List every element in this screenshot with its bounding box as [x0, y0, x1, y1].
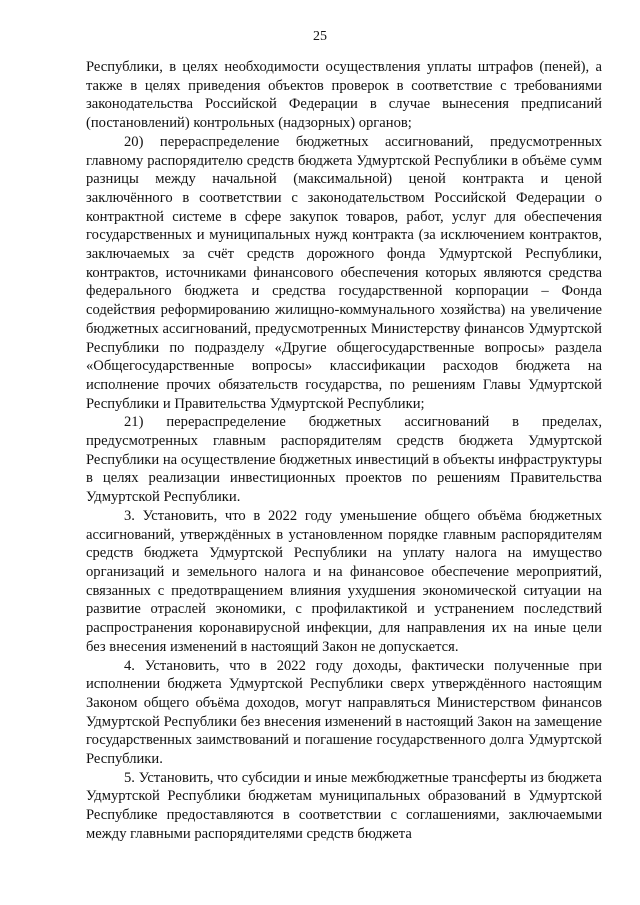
paragraph-continuation: Республики, в целях необходимости осуществления уплаты штрафов (пеней), а также в целях приведения объектов проверок в соответствие с требованиями законодательства Российской Федерации в случае вынесения предписаний (постановлений) контрольных (надзорных) органов;	[86, 59, 602, 132]
paragraph-clause-3: 3. Установить, что в 2022 году уменьшение общего объёма бюджетных ассигнований, утверждённых в установленном порядке главным распорядителям средств бюджета Удмуртской Республики на уплату налога на имущество организаций и земельного налога и на финансовое обеспечение мероприятий, связанных с предотвращением влияния ухудшения экономической ситуации на развитие отраслей экономики, с профилактикой и устранением последствий распространения коронавирусной инфекции, для направления их на иные цели без внесения изменений в настоящий Закон не допускается.	[86, 507, 602, 655]
document-body	[86, 58, 602, 844]
paragraph-item-21: 21) перераспределение бюджетных ассигнований в пределах, предусмотренных главным распорядителям средств бюджета Удмуртской Республики на осуществление бюджетных инвестиций в объекты инфраструктуры в целях реализации инвестиционных проектов по решениям Правительства Удмуртской Республики.	[86, 414, 602, 506]
page-number: 25	[313, 29, 327, 44]
paragraph-item-20: 20) перераспределение бюджетных ассигнований, предусмотренных главному распорядителю средств бюджета Удмуртской Республики в объёме сумм разницы между начальной (максимальной) ценой контракта и ценой заключённого в соответствии с законодательством Российской Федерации о контрактной системе в сфере закупок товаров, работ, услуг для обеспечения государственных и муниципальных нужд контракта (за исключением контрактов, заключаемых за счёт средств дорожного фонда Удмуртской Республики, контрактов, источниками финансового обеспечения которых являются средства федерального бюджета и средства государственной корпорации – Фонда содействия реформированию жилищно-коммунального хозяйства) на увеличение бюджетных ассигнований, предусмотренных Министерству финансов Удмуртской Республики по подразделу «Другие общегосударственные вопросы» раздела «Общегосударственные вопросы» классификации расходов бюджета на исполнение прочих обязательств государства, по решениям Главы Удмуртской Республики и Правительства Удмуртской Республики;	[86, 133, 602, 412]
paragraph-clause-4: 4. Установить, что в 2022 году доходы, фактически полученные при исполнении бюджета Удмуртской Республики сверх утверждённого настоящим Законом общего объёма доходов, могут направляться Министерством финансов Удмуртской Республики без внесения изменений в настоящий Закон на замещение государственных заимствований и погашение государственного долга Удмуртской Республики.	[86, 657, 602, 768]
paragraph-clause-5: 5. Установить, что субсидии и иные межбюджетные трансферты из бюджета Удмуртской Республики бюджетам муниципальных образований в Удмуртской Республике предоставляются в соответствии с соглашениями, заключаемыми между главными распорядителями средств бюджета	[86, 769, 602, 842]
